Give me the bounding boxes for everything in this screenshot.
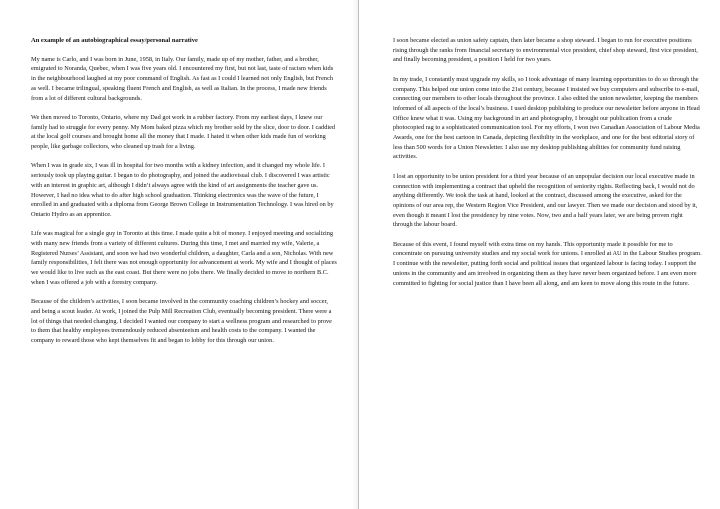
paragraph: Because of the children’s activities, I soon became involved in the community coaching children’s hockey and soccer, and being a scout leader. At work, I joined the Pulp Mill Recreation Club, eventually becoming president. There were a lot of things that needed changing. I decided I wanted our company to start a wellness program and researched to prove to them that healthy employees tremendously reduced absenteeism and health costs to the company. I wanted the company to reward those who kept themselves fit and began to lobby for this through our union. bbox=[31, 298, 332, 345]
left-page bbox=[0, 0, 359, 509]
paragraph: Life was magical for a single guy in Toronto at this time. I made quite a bit of money. I enjoyed meeting and socializing with many new friends from a variety of different cultures. During this time, I met and married my wife, Valerie, a Registered Nurses’ Assistant, and soon we had two wonderful children, a daughter, Carla and a son, Nicholas. With new family responsibilities, I felt there was not enough opportunity for advancement at work. My wife and I thought of places we would like to live such as the east coast. But there were no jobs there. We finally decided to move to northern B.C. when I was offered a job with a forestry company. bbox=[31, 230, 337, 286]
left-page-text bbox=[31, 36, 337, 355]
right-page-text bbox=[393, 36, 703, 298]
paragraph: When I was in grade six, I was ill in hospital for two months with a kidney infection, and it changed my whole life. I seriously took up playing guitar. I began to do photography, and joined the audiovisual club. I discovered I was artistic with an interest in graphic art, although I didn’t always agree with the kind of art assignments the teacher gave us. However, I had no idea what to do after high school graduation. Thinking electronics was the wave of the future, I enrolled in and graduated with a diploma from George Brown College in Instrumentation Technology. I was hired on by Ontario Hydro as an apprentice. bbox=[31, 162, 334, 218]
paragraph: We then moved to Toronto, Ontario, where my Dad got work in a rubber factory. From my earliest days, I knew our family had to struggle for every penny. My Mom baked pizza which my brother sold by the slice, door to door. I caddied at the local golf courses and brought home all the money that I made. I hated it when other kids made fun of working people, like garbage collectors, who cleaned up trash for a living. bbox=[31, 113, 336, 151]
essay-title: An example of an autobiographical essay/personal narrative bbox=[31, 37, 198, 44]
page-gutter bbox=[352, 0, 359, 509]
right-page bbox=[360, 0, 720, 509]
paragraph: My name is Carlo, and I was born in June, 1958, in Italy. Our family, made up of my mother, father, and a brother, emigrated to Noranda, Quebec, when I was five years old. I encountered my first, but not last, taste of racism when kids in the neighbourhood laughed at my poor command of English. As fast as I could I learned not only English, but French as well. I became trilingual, speaking fluent French and English, as well as Italian. In the process, I made new friends from a lot of different cultural backgrounds. bbox=[31, 55, 334, 102]
paragraph: Because of this event, I found myself with extra time on my hands. This opportunity made it possible for me to concentrate on pursuing university studies and my social work for unions. I enrolled at AU in the Labour Studies program. I continue with the newsletter, putting forth social and political issues that organized labour is facing today. I support the unions in the community and am involved in organizing them as they have never been organized before. I am even more committed to fighting for social justice than I have been all along, and am keen to move along this route in the future. bbox=[393, 240, 702, 287]
paragraph: I soon became elected as union safety captain, then later became a shop steward. I began to run for executive positions rising through the ranks from financial secretary to environmental vice president, chief shop steward, first vice president, and finally becoming president, a position I held for two years. bbox=[393, 37, 698, 64]
paragraph: In my trade, I constantly must upgrade my skills, so I took advantage of many learning opportunities to do so through the company. This helped our union come into the 21st century, because I insisted we buy computers and subscribe to e-mail, connecting our members to other locals throughout the province. I also edited the union newsletter, keeping the members informed of all aspects of the local’s business. I used desktop publishing to produce our newsletter before anyone in Head Office knew what it was. Using my background in art and photography, I brought our publication from a crude photocopied rag to a sophisticated communication tool. For my efforts, I won two Canadian Association of Labour Media Awards, one for the best cartoon in Canada, depicting flexibility in the workplace, and one for the best editorial story of less than 500 words for a Union Newsletter. I also use my desktop publishing abilities for community fund raising activities. bbox=[393, 75, 700, 161]
paragraph: I lost an opportunity to be union president for a third year because of an unpopular decision our local executive made in connection with implementing a contract that upheld the recognition of seniority rights. Reflecting back, I would not do anything differently. We took the task at hand, looked at the contract, discussed among the executive, asked for the opinions of our area rep, the Western Region Vice President, and our lawyer. Then we made our decision and stood by it, even though it meant I lost the presidency by nine votes. Now, two and a half years later, we are being proven right through the labour board. bbox=[393, 172, 698, 229]
